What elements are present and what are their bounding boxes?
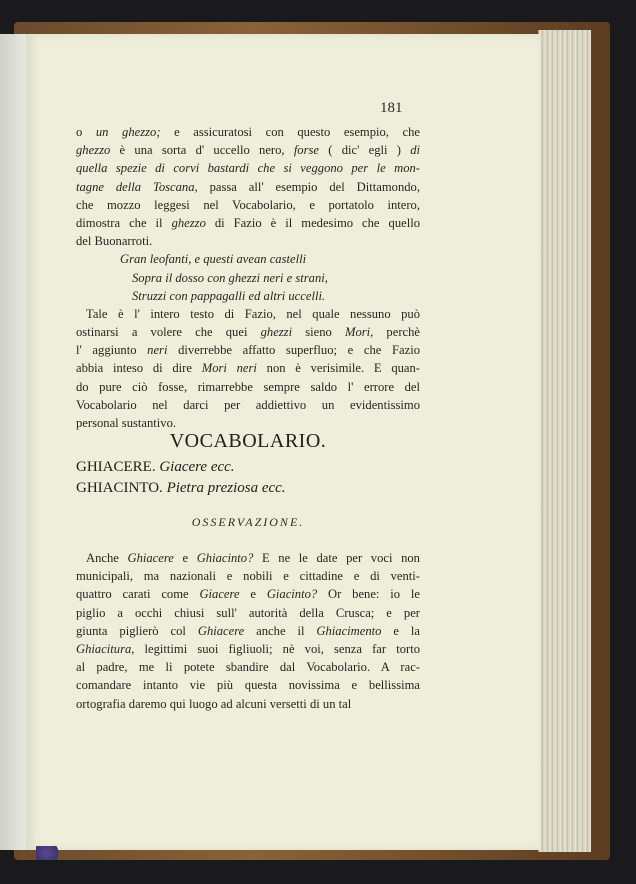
library-stamp (36, 846, 62, 860)
entry-headword: GHIACINTO. (76, 480, 163, 496)
page-number: 181 (380, 100, 403, 116)
text-run: E ne le date per voci non (253, 551, 420, 565)
text-line (76, 214, 420, 232)
text-line (76, 658, 420, 676)
text-run: è una sorta d' uccello nero, (110, 143, 294, 158)
paragraph-ghezzo (76, 123, 420, 250)
text-run: ( dic' egli ) (319, 143, 411, 158)
italic-run: forse (293, 143, 319, 158)
text-run: comandare intanto vie più questa novissima e bellissima (76, 678, 420, 693)
text-run: diverrebbe affatto superfluo; e che Fazio (167, 343, 421, 358)
text-line (76, 196, 420, 214)
text-line (76, 141, 420, 159)
text-run: Or bene: io le (317, 587, 420, 602)
text-run: giunta piglierò col (76, 623, 198, 638)
text-run: e (173, 551, 197, 565)
italic-run: ghezzi (260, 325, 293, 340)
text-run: anche il (244, 623, 317, 638)
section-heading: VOCABOLARIO. (169, 430, 327, 452)
text-run: abbia inteso di dire (76, 361, 202, 376)
dictionary-entry (76, 480, 286, 497)
text-run: e (239, 587, 267, 602)
text-line (76, 341, 420, 359)
paragraph-fazio (76, 305, 420, 432)
verse-line: Gran leofanti, e questi avean castelli (120, 252, 307, 267)
text-run: ostinarsi a volere che quei (76, 325, 261, 340)
italic-run: Mori, (344, 325, 374, 340)
text-run: Vocabolario nel darci per addiettivo un evidentissimo (76, 397, 420, 412)
text-line (76, 622, 420, 640)
text-block-bottom (76, 549, 420, 713)
paragraph-ghiacere (76, 549, 420, 713)
text-run: e assicuratosi con questo esempio, che (160, 125, 420, 139)
entry-definition: Giacere ecc. (159, 459, 235, 475)
text-run: sieno (292, 325, 345, 340)
italic-run: Giacere (199, 587, 240, 602)
text-line (76, 123, 420, 141)
text-run: che mozzo leggesi nel Vocabolario, e portatolo intero, (76, 197, 420, 212)
italic-run: Ghiacere (197, 623, 245, 638)
text-line (76, 323, 420, 341)
text-run: municipali, ma nazionali e nobili e cittadine e di venti- (76, 569, 420, 584)
text-line (76, 567, 420, 585)
italic-run: tagne della Toscana, (76, 179, 198, 194)
text-line (76, 695, 420, 713)
text-line (76, 604, 420, 622)
text-run: al padre, me li potete sbandire dal Vocabolario. A rac- (76, 660, 420, 675)
italic-run: Ghiacinto? (196, 551, 254, 565)
italic-run: Ghiacimento (316, 623, 382, 638)
page-edges (538, 30, 591, 852)
text-run: non è verisimile. E quan- (256, 361, 420, 376)
text-line (76, 585, 420, 603)
text-run: passa all' esempio del Dittamondo, (197, 179, 420, 194)
italic-run: Mori neri (201, 361, 257, 376)
italic-run: neri (147, 343, 168, 358)
text-run: perchè (373, 325, 420, 340)
text-line (76, 178, 420, 196)
text-run: del Buonarroti. (76, 234, 153, 249)
italic-run: di (410, 143, 421, 158)
text-run: o (76, 125, 96, 139)
text-run: di Fazio è il medesimo che quello (205, 215, 421, 230)
entry-definition: Pietra preziosa ecc. (166, 480, 286, 496)
italic-run: Ghiacitura, (76, 641, 135, 656)
text-line (76, 159, 420, 177)
facing-page-edge (0, 34, 28, 850)
quoted-verses (76, 250, 420, 305)
italic-run: quella spezie di corvi bastardi che si veggono per le mon- (76, 161, 420, 176)
text-run: personal sustantivo. (76, 416, 177, 430)
observation-heading: OSSERVAZIONE. (191, 515, 305, 529)
text-run: piglio a occhi chiusi sull' autorità della Crusca; e per (76, 605, 420, 620)
text-run: dimostra che il (76, 215, 172, 230)
text-line (76, 305, 420, 323)
verse-line: Sopra il dosso con ghezzi neri e strani, (132, 270, 328, 285)
text-run: quattro carati come (76, 587, 200, 602)
italic-run: ghezzo (171, 215, 206, 230)
text-line (76, 549, 420, 567)
text-run: legittimi suoi figliuoli; nè voi, senza far torto (134, 641, 420, 656)
italic-run: ghezzo (76, 143, 111, 158)
italic-run: Giacinto? (266, 587, 318, 602)
text-line (76, 396, 420, 414)
entry-headword: GHIACERE. (76, 459, 156, 475)
text-line (76, 359, 420, 377)
dictionary-entry (76, 459, 235, 476)
text-line (76, 640, 420, 658)
italic-run: Ghiacere (127, 551, 174, 565)
text-run: e la (381, 623, 420, 638)
text-run: Anche (86, 551, 128, 565)
text-run: ortografia daremo qui luogo ad alcuni versetti di un tal (76, 696, 352, 711)
text-run: do pure ciò fosse, rimarrebbe sempre saldo l' errore del (76, 379, 420, 394)
text-run: l' aggiunto (76, 343, 148, 358)
text-run: Tale è l' intero testo di Fazio, nel quale nessuno può (86, 306, 420, 321)
text-line (76, 676, 420, 694)
verse-line: Struzzi con pappagalli ed altri uccelli. (132, 288, 326, 303)
text-block-top (76, 123, 420, 432)
text-line (76, 232, 420, 250)
italic-run: un ghezzo; (95, 125, 161, 139)
text-line (76, 378, 420, 396)
